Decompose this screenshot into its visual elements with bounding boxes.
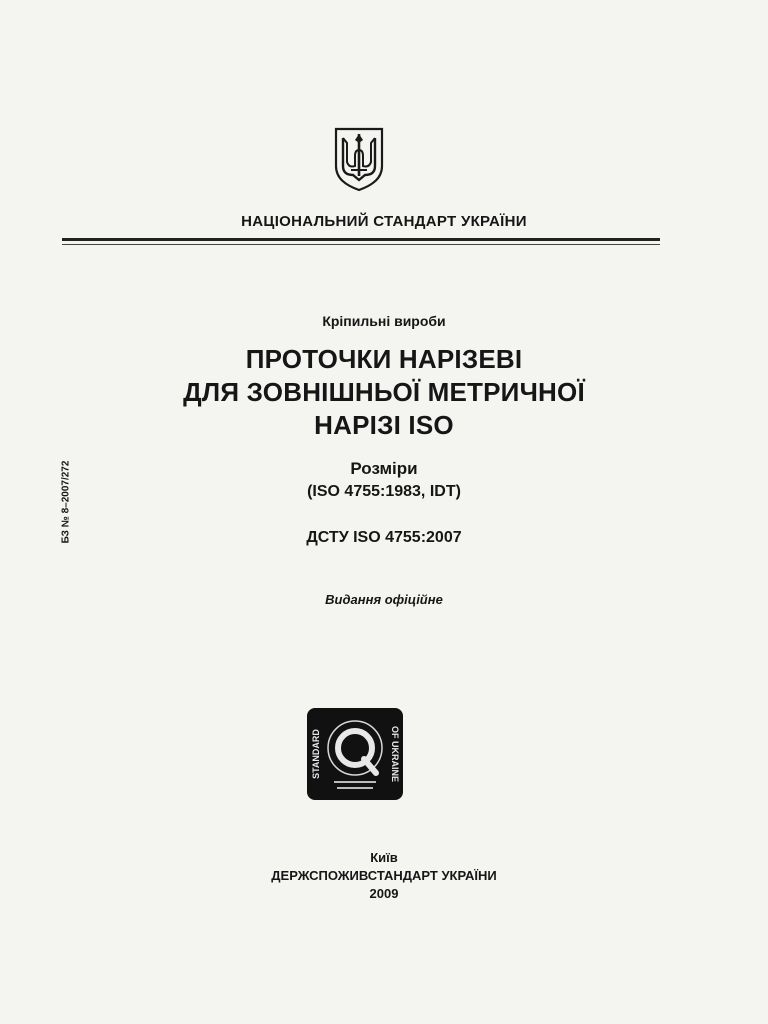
publication-city: Київ (370, 850, 398, 865)
title-line-3: НАРІЗІ ISO (314, 410, 454, 440)
publisher-name: ДЕРЖСПОЖИВСТАНДАРТ УКРАЇНИ (271, 868, 497, 883)
header-rule-thin (62, 244, 660, 245)
side-registration-note: БЗ № 8–2007/272 (60, 460, 72, 544)
title-line-1: ПРОТОЧКИ НАРІЗЕВІ (245, 344, 523, 374)
standard-code: ДСТУ ISO 4755:2007 (306, 529, 462, 546)
quality-mark-icon (306, 707, 404, 801)
trident-icon (333, 126, 385, 192)
mark-left-text: STANDARD (311, 729, 321, 779)
national-standard-heading: НАЦІОНАЛЬНИЙ СТАНДАРТ УКРАЇНИ (241, 213, 527, 230)
header-rule-thick (62, 238, 660, 241)
dimensions-label: Розміри (350, 459, 418, 478)
edition-note: Видання офіційне (325, 592, 443, 607)
publication-year: 2009 (369, 886, 399, 901)
iso-reference: (ISO 4755:1983, IDT) (307, 483, 461, 500)
subject-line: Кріпильні вироби (322, 313, 446, 329)
mark-right-text: OF UKRAINE (390, 726, 400, 782)
title-line-2: ДЛЯ ЗОВНІШНЬОЇ МЕТРИЧНОЇ (183, 377, 585, 407)
